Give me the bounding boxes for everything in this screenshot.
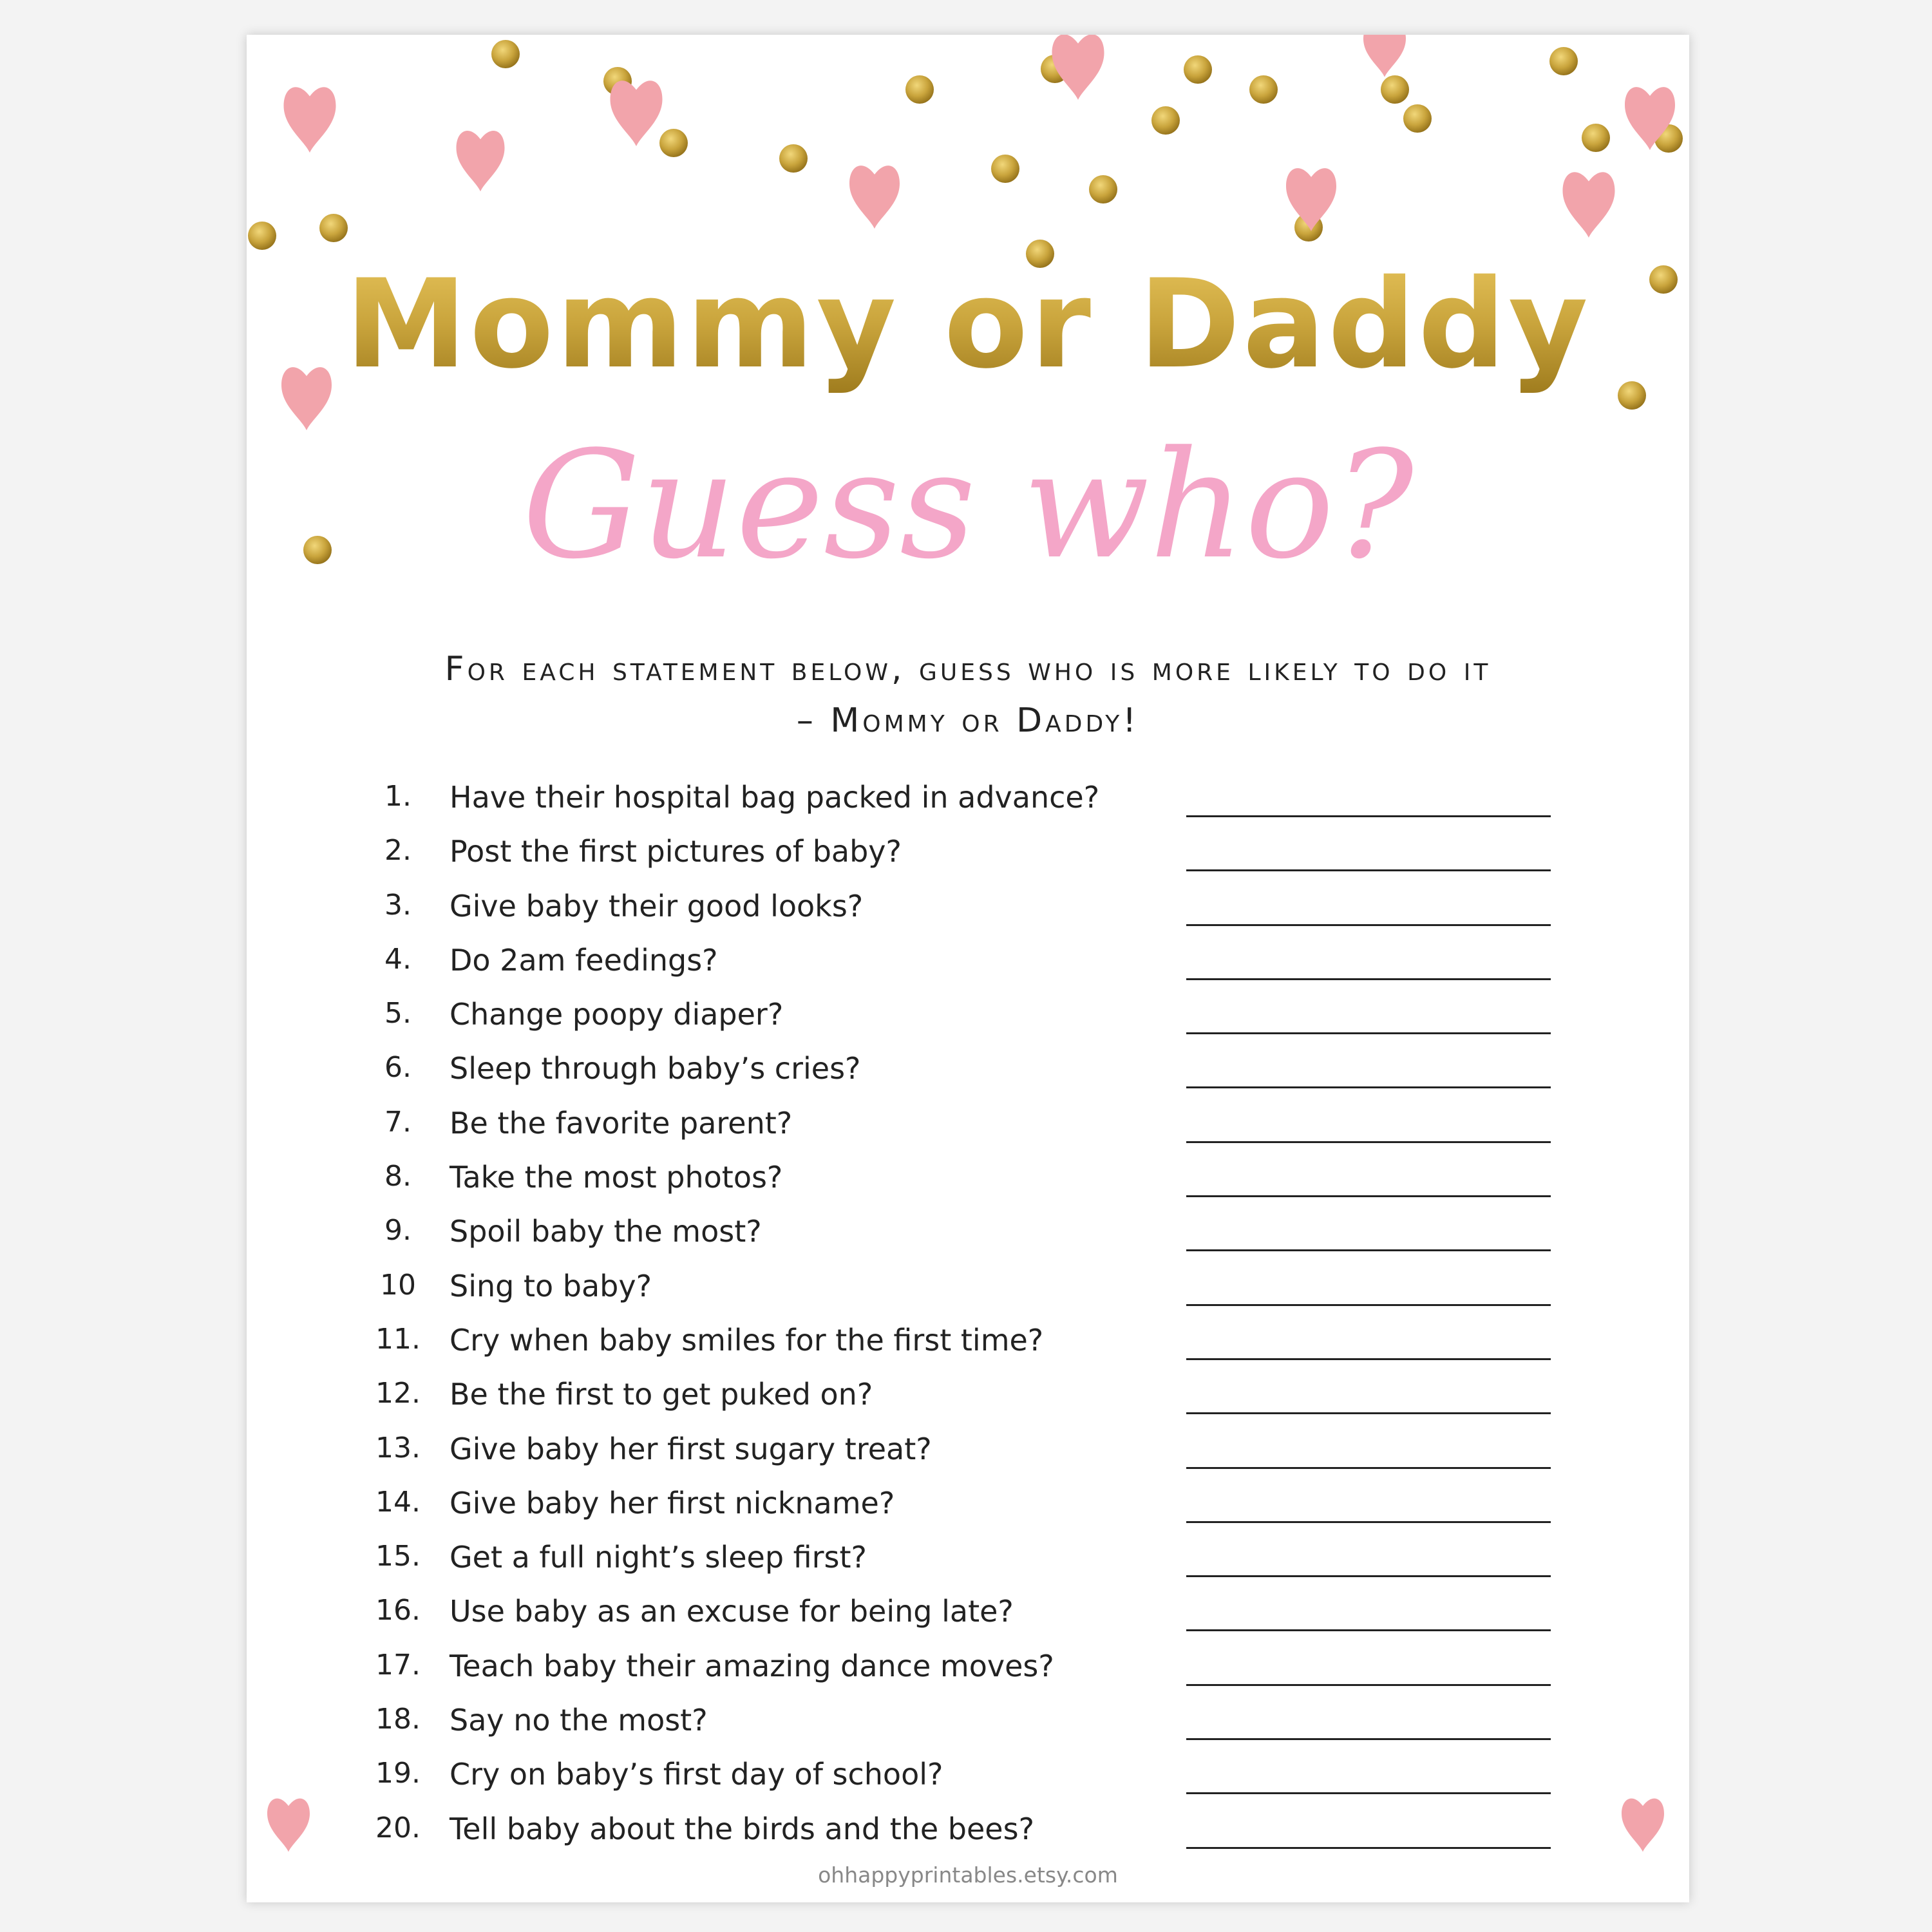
heart-icon xyxy=(284,87,336,153)
question-text: Give baby her first nickname? xyxy=(450,1485,895,1520)
gold-dot xyxy=(779,144,808,173)
question-number: 6. xyxy=(384,1051,412,1084)
heart-icon xyxy=(1363,35,1406,77)
question-row-11 xyxy=(369,1315,1560,1369)
question-text: Post the first pictures of baby? xyxy=(450,834,902,869)
answer-line[interactable] xyxy=(1186,1249,1551,1251)
gold-dot xyxy=(1582,124,1610,152)
gold-dot xyxy=(905,75,934,104)
title-main xyxy=(247,247,1689,402)
gold-dot xyxy=(319,214,348,242)
heart-icon xyxy=(849,166,900,229)
answer-line[interactable] xyxy=(1186,1032,1551,1034)
instructions-line-1: For each statement below, guess who is more likely to do it xyxy=(444,650,1492,688)
gold-dot xyxy=(1151,106,1180,135)
question-text: Tell baby about the birds and the bees? xyxy=(450,1811,1034,1846)
answer-line[interactable] xyxy=(1186,1412,1551,1414)
question-text: Sing to baby? xyxy=(450,1268,652,1303)
heart-icon xyxy=(457,131,505,191)
title-script-text: Guess who? xyxy=(522,420,1414,592)
answer-line[interactable] xyxy=(1186,1467,1551,1469)
question-text: Sleep through baby’s cries? xyxy=(450,1051,861,1086)
question-text: Say no the most? xyxy=(450,1703,708,1738)
answer-line[interactable] xyxy=(1186,978,1551,980)
question-number: 18. xyxy=(375,1703,421,1736)
gold-dot xyxy=(1089,175,1117,204)
question-number: 19. xyxy=(375,1757,421,1790)
question-row-8 xyxy=(369,1152,1560,1206)
heart-icon xyxy=(1622,1799,1664,1852)
question-row-5 xyxy=(369,989,1560,1043)
question-number: 5. xyxy=(384,997,412,1030)
answer-line[interactable] xyxy=(1186,1141,1551,1143)
question-text: Get a full night’s sleep first? xyxy=(450,1540,867,1575)
gold-dot xyxy=(491,40,520,68)
question-number: 1. xyxy=(384,780,412,813)
answer-line[interactable] xyxy=(1186,1195,1551,1197)
question-number: 13. xyxy=(375,1431,421,1464)
question-row-4 xyxy=(369,935,1560,989)
question-row-6 xyxy=(369,1043,1560,1097)
question-text: Take the most photos? xyxy=(450,1160,783,1195)
question-row-14 xyxy=(369,1478,1560,1532)
printable-sheet xyxy=(247,35,1689,1902)
answer-line[interactable] xyxy=(1186,815,1551,817)
question-text: Be the first to get puked on? xyxy=(450,1377,873,1412)
question-number: 17. xyxy=(375,1648,421,1681)
question-number: 7. xyxy=(384,1105,412,1139)
question-text: Do 2am feedings? xyxy=(450,942,718,978)
answer-line[interactable] xyxy=(1186,1629,1551,1631)
instructions-line-2: – Mommy or Daddy! xyxy=(796,701,1140,740)
question-row-20 xyxy=(369,1804,1560,1858)
gold-dot xyxy=(248,222,276,250)
gold-dot xyxy=(659,129,688,157)
question-number: 20. xyxy=(375,1811,421,1844)
answer-line[interactable] xyxy=(1186,1575,1551,1577)
question-row-12 xyxy=(369,1369,1560,1423)
question-number: 15. xyxy=(375,1540,421,1573)
question-text: Use baby as an excuse for being late? xyxy=(450,1594,1014,1629)
question-text: Give baby their good looks? xyxy=(450,888,864,923)
question-row-1 xyxy=(369,772,1560,826)
question-number: 10 xyxy=(380,1268,416,1302)
question-row-13 xyxy=(369,1424,1560,1478)
gold-dot xyxy=(991,155,1019,183)
title-main-text: Mommy or Daddy xyxy=(345,253,1591,395)
answer-line[interactable] xyxy=(1186,869,1551,871)
question-row-9 xyxy=(369,1206,1560,1260)
gold-dot xyxy=(1381,75,1409,104)
question-text: Cry on baby’s first day of school? xyxy=(450,1757,943,1792)
heart-icon xyxy=(1052,35,1104,100)
gold-dot xyxy=(1184,55,1212,84)
question-row-17 xyxy=(369,1641,1560,1695)
question-number: 16. xyxy=(375,1594,421,1627)
question-row-3 xyxy=(369,881,1560,935)
question-number: 8. xyxy=(384,1160,412,1193)
question-list xyxy=(369,772,1560,1858)
answer-line[interactable] xyxy=(1186,1684,1551,1686)
instructions xyxy=(363,643,1573,746)
question-number: 11. xyxy=(375,1322,421,1356)
heart-icon xyxy=(267,1799,310,1852)
question-text: Give baby her first sugary treat? xyxy=(450,1431,932,1466)
question-row-15 xyxy=(369,1532,1560,1586)
gold-dot xyxy=(1249,75,1278,104)
answer-line[interactable] xyxy=(1186,1847,1551,1849)
question-row-19 xyxy=(369,1749,1560,1803)
answer-line[interactable] xyxy=(1186,1086,1551,1088)
gold-dot xyxy=(1403,104,1432,133)
answer-line[interactable] xyxy=(1186,1521,1551,1523)
question-text: Cry when baby smiles for the first time? xyxy=(450,1322,1044,1358)
answer-line[interactable] xyxy=(1186,1358,1551,1360)
question-row-16 xyxy=(369,1586,1560,1640)
question-text: Change poopy diaper? xyxy=(450,997,784,1032)
question-row-2 xyxy=(369,826,1560,880)
answer-line[interactable] xyxy=(1186,1738,1551,1740)
footer-url: ohhappyprintables.etsy.com xyxy=(818,1862,1118,1888)
question-row-7 xyxy=(369,1098,1560,1152)
question-text: Be the favorite parent? xyxy=(450,1105,793,1141)
question-row-18 xyxy=(369,1695,1560,1749)
question-number: 9. xyxy=(384,1214,412,1247)
question-number: 3. xyxy=(384,888,412,922)
question-number: 14. xyxy=(375,1485,421,1519)
question-text: Have their hospital bag packed in advance? xyxy=(450,780,1100,815)
heart-icon xyxy=(1563,172,1615,238)
title-script xyxy=(247,395,1689,608)
question-text: Spoil baby the most? xyxy=(450,1214,762,1249)
answer-line[interactable] xyxy=(1186,924,1551,926)
heart-icon xyxy=(1286,168,1336,231)
answer-line[interactable] xyxy=(1186,1304,1551,1306)
question-text: Teach baby their amazing dance moves? xyxy=(450,1648,1054,1683)
heart-icon xyxy=(611,80,663,146)
question-number: 12. xyxy=(375,1377,421,1410)
question-number: 2. xyxy=(384,834,412,867)
answer-line[interactable] xyxy=(1186,1792,1551,1794)
gold-dot xyxy=(1549,47,1578,75)
question-row-10 xyxy=(369,1261,1560,1315)
question-number: 4. xyxy=(384,942,412,976)
